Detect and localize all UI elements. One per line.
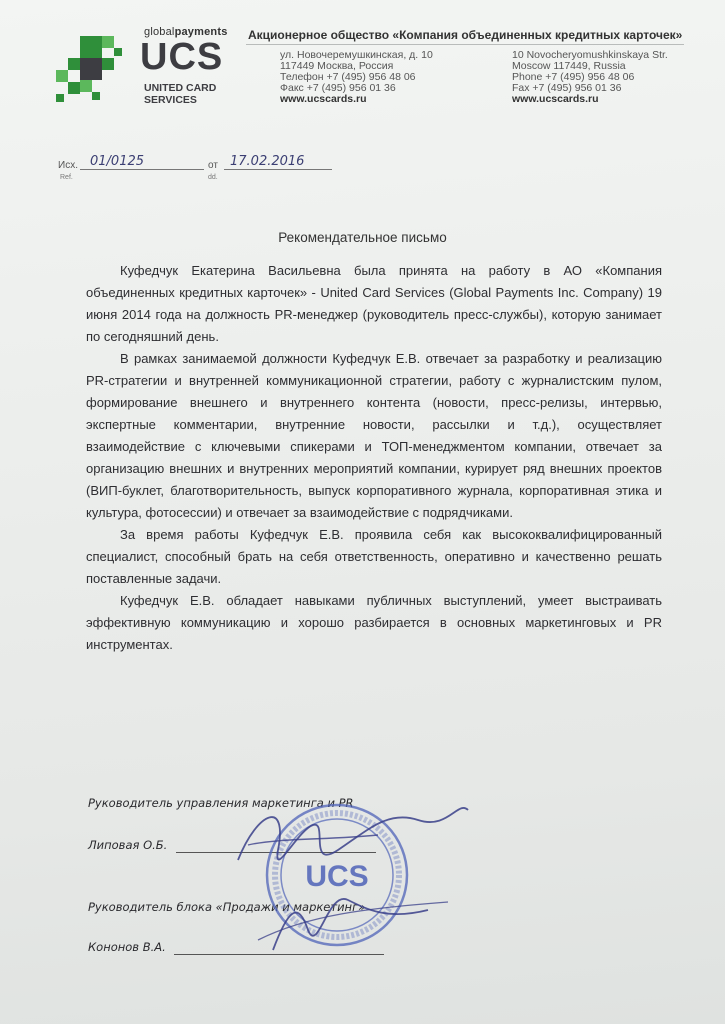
reference-number-label-en: Ref. (60, 174, 73, 181)
reference-date-label-en: dd. (208, 174, 218, 181)
letter-paragraph: Куфедчук Е.В. обладает навыками публичных выступлений, умеет выстраивать эффективную коммуникацию и хорошо разбирается в основных маркетинговых и PR инструментах. (86, 593, 662, 652)
signer1-title: Руководитель управления маркетинга и PR (88, 796, 354, 810)
signer1-name: Липовая О.Б. (88, 838, 168, 852)
letter-paragraph: За время работы Куфедчук Е.В. проявила себя как высококвалифицированный специалист, способный брать на себя ответственность, оперативно и качественно решать поставленные задачи. (86, 527, 662, 586)
letter-body (86, 260, 662, 656)
reference-line (58, 156, 658, 186)
globalpayments-brand: globalpayments (144, 26, 228, 38)
logo-subtitle: UNITED CARD SERVICES (144, 82, 217, 106)
company-name: Акционерное общество «Компания объединенных кредитных карточек» (248, 28, 683, 42)
address-english: 10 Novocheryomushkinskaya Str. Moscow 117449, Russia Phone +7 (495) 956 48 06 Fax +7 (495) 956 01 36 www.ucscards.ru (512, 49, 668, 105)
letter-title: Рекомендательное письмо (278, 230, 447, 245)
letter-paragraph: Куфедчук Екатерина Васильевна была принята на работу в АО «Компания объединенных кредитных карточек» - United Card Services (Global Payments Inc. Company) 19 июня 2014 года на должность PR-менеджер (руководитель пресс-службы), которую занимает по сегодняшний день. (86, 263, 662, 344)
ucs-logo-mark-icon (52, 30, 132, 110)
reference-date-label: от (208, 160, 218, 171)
reference-date-value: 17.02.2016 (230, 154, 305, 169)
signer2-title: Руководитель блока «Продажи и маркетинг» (88, 900, 366, 914)
letter-paragraph: В рамках занимаемой должности Куфедчук Е.В. отвечает за разработку и реализацию PR-стратегии и внутренней коммуникационной стратегии, работу с журналистским пулом, формирование внешнего и внутреннего контента (новости, пресс-релизы, интервью, экспертные комментарии, внутренние новости, рассылки и т.д.), осуществляет взаимодействие с ключевыми спикерами и ТОП-менеджментом компании, отвечает за организацию внешних и внутренних мероприятий компании, курирует ряд внешних проектов (ВИП-буклет, благотворительность, выпуск корпоративного журнала, корпоративная этика и культура, фотосессии) и отвечает за взаимодействие с подрядчиками. (86, 351, 662, 520)
signer2-name: Кононов В.А. (88, 940, 166, 954)
logo-wordmark: UCS (140, 36, 224, 78)
reference-number-label: Исх. (58, 160, 78, 171)
address-russian: ул. Новочеремушкинская, д. 10 117449 Москва, Россия Телефон +7 (495) 956 48 06 Факс +7 (495) 956 01 36 www.ucscards.ru (280, 49, 433, 105)
stamp-center-text: UCS (305, 860, 369, 893)
handwritten-signature-icon (218, 790, 478, 960)
reference-number-underline (80, 169, 204, 170)
header-divider (246, 44, 684, 45)
reference-number-value: 01/0125 (90, 154, 145, 169)
reference-date-underline (224, 169, 332, 170)
company-logo (52, 22, 232, 122)
